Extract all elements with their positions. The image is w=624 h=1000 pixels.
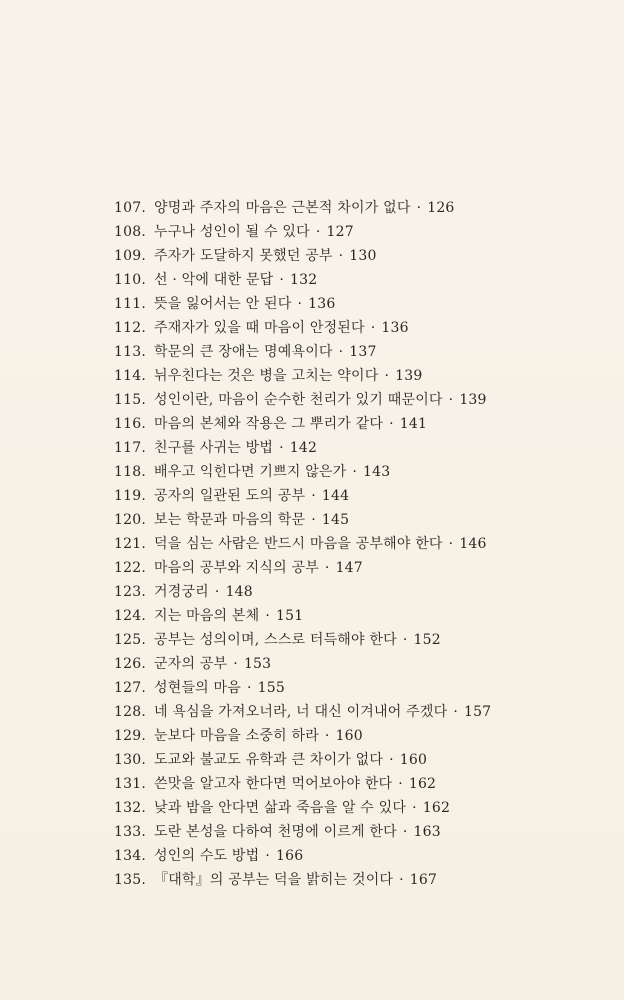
toc-entry [114,220,594,244]
toc-entry [114,724,594,748]
toc-entry-number: 127. [114,680,146,696]
toc-entry-number: 125. [114,632,146,648]
toc-entry-title: 뜻을 잃어서는 안 된다 [154,296,292,312]
toc-entry [114,196,594,220]
toc-entry-page-number: 136 [381,320,409,336]
toc-entry [114,364,594,388]
toc-entry-page-number: 166 [276,848,304,864]
toc-entry-title: 누구나 성인이 될 수 있다 [154,224,310,240]
toc-entry-separator: · [448,392,454,408]
toc-entry-separator: · [311,488,316,504]
toc-entry-title: 배우고 익힌다면 기쁘지 않은가 [154,464,347,480]
toc-entry-title: 친구를 사귀는 방법 [154,440,274,456]
toc-entry-title: 덕을 심는 사람은 반드시 마음을 공부해야 한다 [154,536,443,552]
toc-entry-title: 공부는 성의이며, 스스로 터득해야 한다 [154,632,397,648]
toc-entry-number: 131. [114,776,146,792]
toc-entry-separator: · [389,416,394,432]
toc-entry-page-number: 145 [321,512,350,528]
toc-entry-separator: · [279,272,284,288]
toc-entry-title: 성인의 수도 방법 [154,848,260,864]
toc-entry [114,292,594,316]
toc-entry-page-number: 162 [408,776,437,792]
toc-entry [114,604,594,628]
toc-entry-number: 123. [114,584,146,600]
toc-entry-title: 낮과 밤을 안다면 삶과 죽음을 알 수 있다 [154,800,407,816]
toc-entry [114,580,594,604]
toc-entry [114,244,594,268]
toc-entry-title: 마음의 본체와 작용은 그 뿌리가 같다 [154,416,384,432]
toc-entry [114,268,594,292]
toc-entry-page-number: 132 [289,272,318,288]
toc-entry [114,556,594,580]
toc-entry-title: 쓴맛을 알고자 한다면 먹어보아야 한다 [154,776,393,792]
toc-entry-number: 113. [114,344,146,360]
toc-entry [114,796,594,820]
toc-entry-page-number: 163 [413,824,441,840]
toc-entry-separator: · [398,776,403,792]
table-of-contents [114,196,594,892]
toc-entry-page-number: 146 [459,536,487,552]
toc-entry-number: 116. [114,416,146,432]
toc-entry [114,484,594,508]
toc-entry-number: 114. [114,368,146,384]
toc-entry-separator: · [352,464,358,480]
toc-entry-page-number: 136 [308,296,336,312]
toc-entry [114,532,594,556]
toc-entry-page-number: 162 [422,800,451,816]
toc-entry [114,652,594,676]
toc-entry-page-number: 144 [321,488,350,504]
toc-entry-page-number: 141 [399,416,428,432]
toc-entry-number: 107. [114,200,146,216]
toc-entry [114,436,594,460]
toc-entry-number: 118. [114,464,146,480]
toc-entry-separator: · [416,200,422,216]
toc-entry-title: 네 욕심을 가져오너라, 너 대신 이겨내어 주겠다 [154,704,448,720]
toc-entry [114,700,594,724]
toc-entry-separator: · [324,560,330,576]
toc-entry [114,676,594,700]
toc-entry-separator: · [338,248,344,264]
toc-entry-number: 120. [114,512,146,528]
toc-entry-number: 124. [114,608,146,624]
toc-entry-separator: · [370,320,376,336]
toc-entry-title: 공자의 일관된 도의 공부 [154,488,306,504]
toc-entry-separator: · [233,656,238,672]
toc-entry-number: 109. [114,248,146,264]
toc-entry [114,508,594,532]
toc-entry-page-number: 152 [413,632,441,648]
toc-entry-page-number: 126 [427,200,455,216]
toc-entry-title: 학문의 큰 장애는 명예욕이다 [154,344,333,360]
toc-entry-page-number: 139 [459,392,487,408]
toc-entry-page-number: 155 [257,680,285,696]
toc-entry-title: 마음의 공부와 지식의 공부 [154,560,319,576]
toc-entry-separator: · [399,872,404,888]
toc-entry-separator: · [265,608,271,624]
toc-entry-title: 거경궁리 [154,584,209,600]
toc-entry-page-number: 167 [409,872,438,888]
toc-entry-title: 양명과 주자의 마음은 근본적 차이가 없다 [154,200,411,216]
toc-entry-separator: · [214,584,220,600]
toc-entry [114,844,594,868]
toc-entry-page-number: 147 [335,560,363,576]
toc-entry-title: 성인이란, 마음이 순수한 천리가 있기 때문이다 [154,392,443,408]
toc-entry-number: 111. [114,296,146,312]
toc-entry-title: 도란 본성을 다하여 천명에 이르게 한다 [154,824,397,840]
toc-entry-separator: · [324,728,330,744]
toc-entry-page-number: 127 [326,224,354,240]
toc-entry [114,316,594,340]
toc-entry-title: 뉘우친다는 것은 병을 고치는 약이다 [154,368,379,384]
toc-entry-title: 도교와 불교도 유학과 큰 차이가 없다 [154,752,384,768]
toc-entry-title: 지는 마음의 본체 [154,608,260,624]
toc-entry [114,820,594,844]
toc-entry-page-number: 137 [349,344,377,360]
toc-entry-number: 126. [114,656,146,672]
toc-entry-separator: · [448,536,454,552]
toc-entry-separator: · [279,440,284,456]
toc-entry-separator: · [311,512,316,528]
toc-entry [114,460,594,484]
toc-entry-number: 110. [114,272,146,288]
toc-entry-page-number: 153 [243,656,272,672]
toc-entry-separator: · [384,368,390,384]
toc-entry-title: 군자의 공부 [154,656,228,672]
toc-entry [114,868,594,892]
toc-entry-title: 보는 학문과 마음의 학문 [154,512,306,528]
toc-entry-separator: · [247,680,252,696]
toc-entry-number: 117. [114,440,146,456]
toc-entry-number: 132. [114,800,146,816]
toc-entry-number: 130. [114,752,146,768]
toc-entry-number: 112. [114,320,146,336]
toc-entry [114,748,594,772]
toc-entry-page-number: 160 [399,752,428,768]
toc-entry-number: 134. [114,848,146,864]
toc-entry-title: 눈보다 마음을 소중히 하라 [154,728,319,744]
toc-entry-number: 135. [114,872,146,888]
toc-entry-separator: · [402,632,408,648]
toc-entry-title: 선 · 악에 대한 문답 [154,272,274,288]
toc-entry-separator: · [265,848,271,864]
toc-entry-title: 성현들의 마음 [154,680,241,696]
toc-entry-number: 122. [114,560,146,576]
toc-entry-number: 133. [114,824,146,840]
toc-entry-separator: · [389,752,394,768]
toc-entry-separator: · [402,824,408,840]
toc-entry [114,628,594,652]
toc-entry-page-number: 151 [276,608,304,624]
toc-entry-number: 115. [114,392,146,408]
toc-entry-page-number: 143 [363,464,391,480]
toc-entry-number: 119. [114,488,146,504]
toc-entry [114,340,594,364]
toc-entry-separator: · [297,296,303,312]
toc-entry-title: 주자가 도달하지 못했던 공부 [154,248,333,264]
toc-entry [114,772,594,796]
toc-entry-number: 129. [114,728,146,744]
toc-entry-separator: · [338,344,344,360]
toc-entry [114,388,594,412]
toc-entry-number: 108. [114,224,146,240]
toc-entry-page-number: 130 [349,248,377,264]
toc-entry-page-number: 160 [335,728,363,744]
toc-entry-number: 128. [114,704,146,720]
toc-entry-separator: · [412,800,417,816]
toc-entry-separator: · [453,704,458,720]
toc-entry-separator: · [315,224,321,240]
toc-entry-title: 주재자가 있을 때 마음이 안정된다 [154,320,365,336]
toc-entry-page-number: 142 [289,440,318,456]
toc-entry-page-number: 148 [225,584,253,600]
toc-entry-page-number: 139 [395,368,423,384]
toc-entry-title: 『대학』의 공부는 덕을 밝히는 것이다 [154,872,394,888]
toc-entry [114,412,594,436]
toc-entry-number: 121. [114,536,146,552]
toc-entry-page-number: 157 [463,704,492,720]
